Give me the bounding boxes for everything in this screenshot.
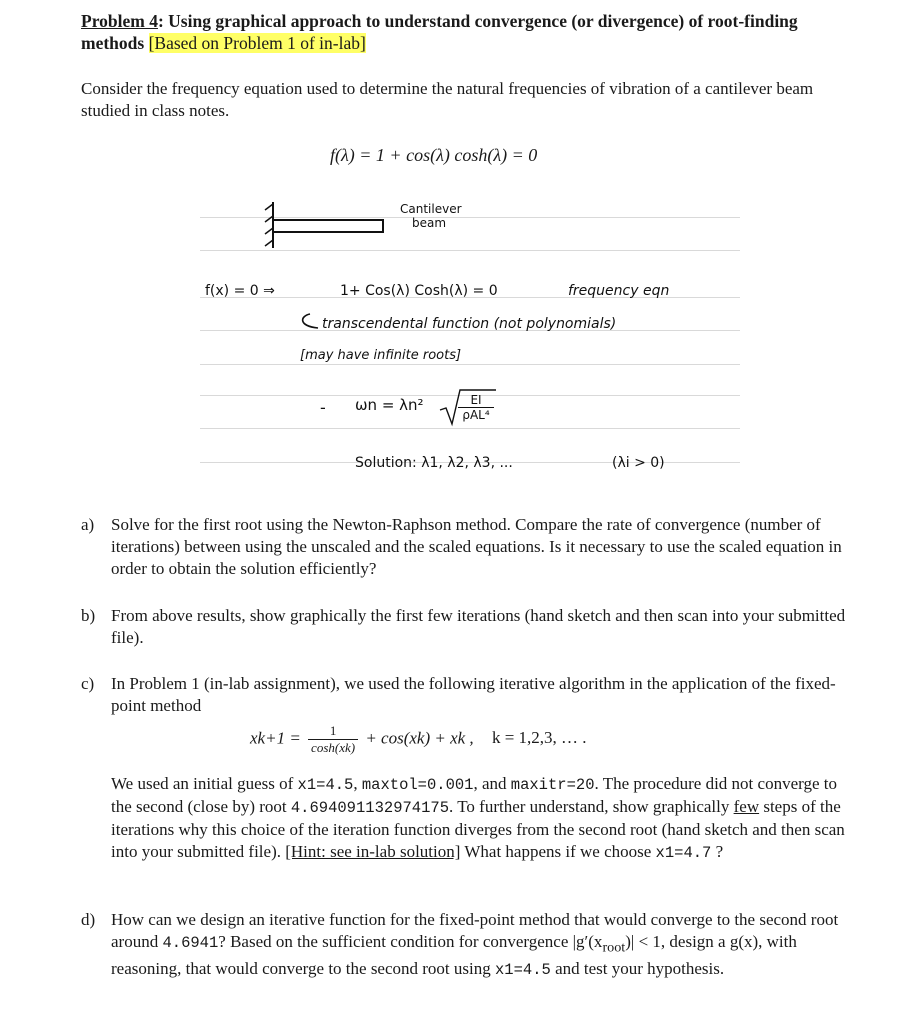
item-d: [81, 909, 851, 981]
item-a: [81, 514, 851, 580]
item-text: From above results, show graphically the first few iterations (hand sketch and then scan into your submitted file).: [111, 606, 846, 647]
item-text: Solve for the first root using the Newton-Raphson method. Compare the rate of convergence (number of iterations) between using the unscaled and the scaled equations. Is it necessary to use the scaled equation in order to obtain the solution efficiently?: [111, 515, 842, 578]
handwritten-notes: [0, 190, 922, 500]
problem-number: Problem 4: [81, 11, 158, 31]
note-frequency-eqn: 1+ Cos(λ) Cosh(λ) = 0: [340, 283, 498, 299]
item-b: [81, 605, 851, 649]
item-c: [81, 673, 851, 717]
frequency-equation: f(λ) = 1 + cos(λ) cosh(λ) = 0: [330, 145, 538, 165]
cantilever-beam-sketch: [255, 200, 395, 250]
note-omega: ωn = λn²: [355, 396, 424, 414]
note-fx-zero: f(x) = 0 ⇒: [205, 283, 275, 299]
note-infinite-roots: [may have infinite roots]: [300, 348, 462, 363]
note-transcendental: transcendental function (not polynomials): [322, 316, 617, 332]
note-dash: -: [320, 398, 326, 417]
fixed-point-equation: xk+1 = $\frac{1}{\cosh(xk)}$ + cos(xk) + xk , k = 1,2,3, … .: [250, 723, 587, 755]
item-label: a): [81, 515, 95, 534]
item-text: In Problem 1 (in-lab assignment), we used the following iterative algorithm in the application of the fixed-point method: [111, 674, 836, 715]
beam-label: Cantilever beam: [400, 202, 462, 230]
problem-title: : Using graphical approach to understand convergence (or divergence) of root-finding methods: [81, 11, 798, 53]
item-label: b): [81, 606, 96, 625]
note-sqrt-fraction: EI ρAL⁴: [458, 393, 494, 422]
item-c-paragraph: We used an initial guess of x1=4.5, maxtol=0.001, and maxitr=20. The procedure did not converge to the second (close by) root 4.694091132974175. To further understand, show graphically few steps of the iterations why this choice of the iteration function diverges from the second root (hand sketch and then scan into your submitted file). [Hint: see in-lab solution] What happens if we choose x1=4.7 ?: [111, 774, 845, 862]
note-frequency-label: frequency eqn: [568, 283, 670, 299]
arrow-icon: [296, 310, 324, 336]
problem-tag: [Based on Problem 1 of in-lab]: [148, 33, 366, 53]
note-positive-roots: (λi > 0): [612, 455, 665, 471]
item-text: How can we design an iterative function for the fixed-point method that would converge to the second root around 4.6941? Based on the sufficient condition for convergence $|g'(x_{root})| < 1$, design a g(x), with reasoning, that would converge to the second root using x1=4.5 and test your hypothesis.: [111, 910, 839, 980]
intro-paragraph: Consider the frequency equation used to determine the natural frequencies of vibration of a cantilever beam studied in class notes.: [81, 79, 814, 120]
item-label: d): [81, 910, 96, 929]
note-solutions: Solution: λ1, λ2, λ3, ...: [355, 455, 513, 471]
item-label: c): [81, 674, 95, 693]
problem-heading: [81, 10, 861, 54]
